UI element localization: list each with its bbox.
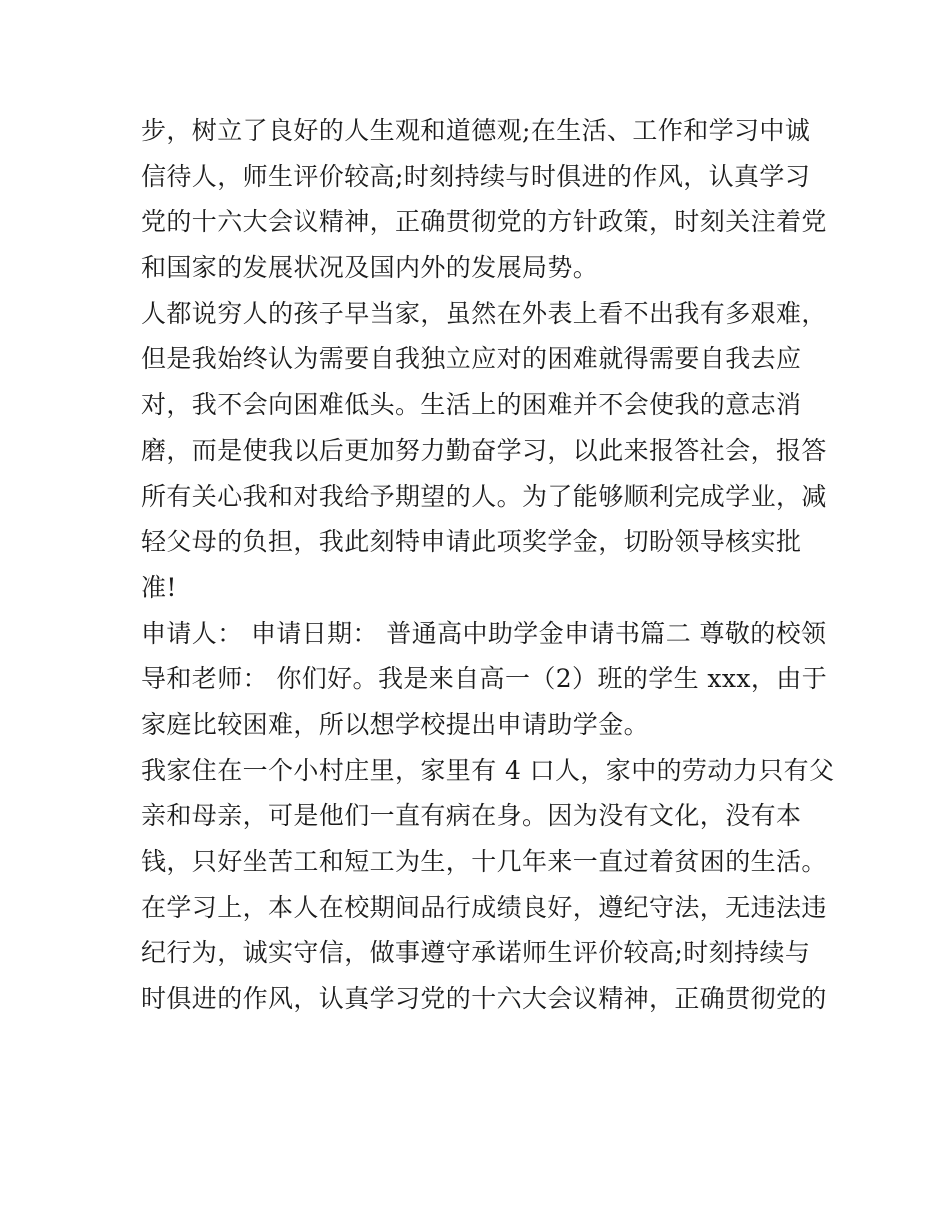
text-line: 步，树立了良好的人生观和道德观;在生活、工作和学习中诚 bbox=[141, 116, 811, 145]
text-line: 纪行为，诚实守信，做事遵守承诺师生评价较高;时刻持续与 bbox=[141, 938, 811, 968]
text-line: 钱，只好坐苦工和短工为生，十几年来一直过着贫困的生活。 bbox=[141, 847, 827, 876]
text-line: 轻父母的负担，我此刻特申请此项奖学金，切盼领导核实批 bbox=[141, 527, 802, 557]
text-line: 和国家的发展状况及国内外的发展局势。 bbox=[141, 253, 599, 283]
text-line: 准! bbox=[141, 572, 177, 602]
text-line: 申请人： 申请日期： 普通高中助学金申请书篇二 尊敬的校领 bbox=[141, 618, 827, 648]
text-line: 所有关心我和对我给予期望的人。为了能够顺利完成学业，减 bbox=[141, 481, 827, 511]
text-line: 家庭比较困难，所以想学校提出申请助学金。 bbox=[141, 709, 650, 739]
text-line: 对，我不会向困难低头。生活上的困难并不会使我的意志消 bbox=[141, 390, 802, 420]
text-line: 党的十六大会议精神，正确贯彻党的方针政策，时刻关注着党 bbox=[141, 207, 827, 237]
text-line: 磨，而是使我以后更加努力勤奋学习，以此来报答社会，报答 bbox=[141, 435, 827, 465]
text-line: 信待人，师生评价较高;时刻持续与时俱进的作风，认真学习 bbox=[141, 161, 811, 191]
text-line: 但是我始终认为需要自我独立应对的困难就得需要自我去应 bbox=[141, 344, 802, 374]
text-line: 人都说穷人的孩子早当家，虽然在外表上看不出我有多艰难， bbox=[141, 298, 827, 328]
text-line: 在学习上，本人在校期间品行成绩良好，遵纪守法，无违法违 bbox=[141, 892, 827, 922]
text-line: 导和老师： 你们好。我是来自高一（2）班的学生 xxx，由于 bbox=[141, 664, 828, 694]
text-line: 时俱进的作风，认真学习党的十六大会议精神，正确贯彻党的 bbox=[141, 984, 827, 1014]
text-line: 我家住在一个小村庄里，家里有 4 口人，家中的劳动力只有父 bbox=[141, 755, 835, 785]
document-body bbox=[141, 108, 835, 1022]
text-line: 亲和母亲，可是他们一直有病在身。因为没有文化，没有本 bbox=[141, 801, 802, 831]
